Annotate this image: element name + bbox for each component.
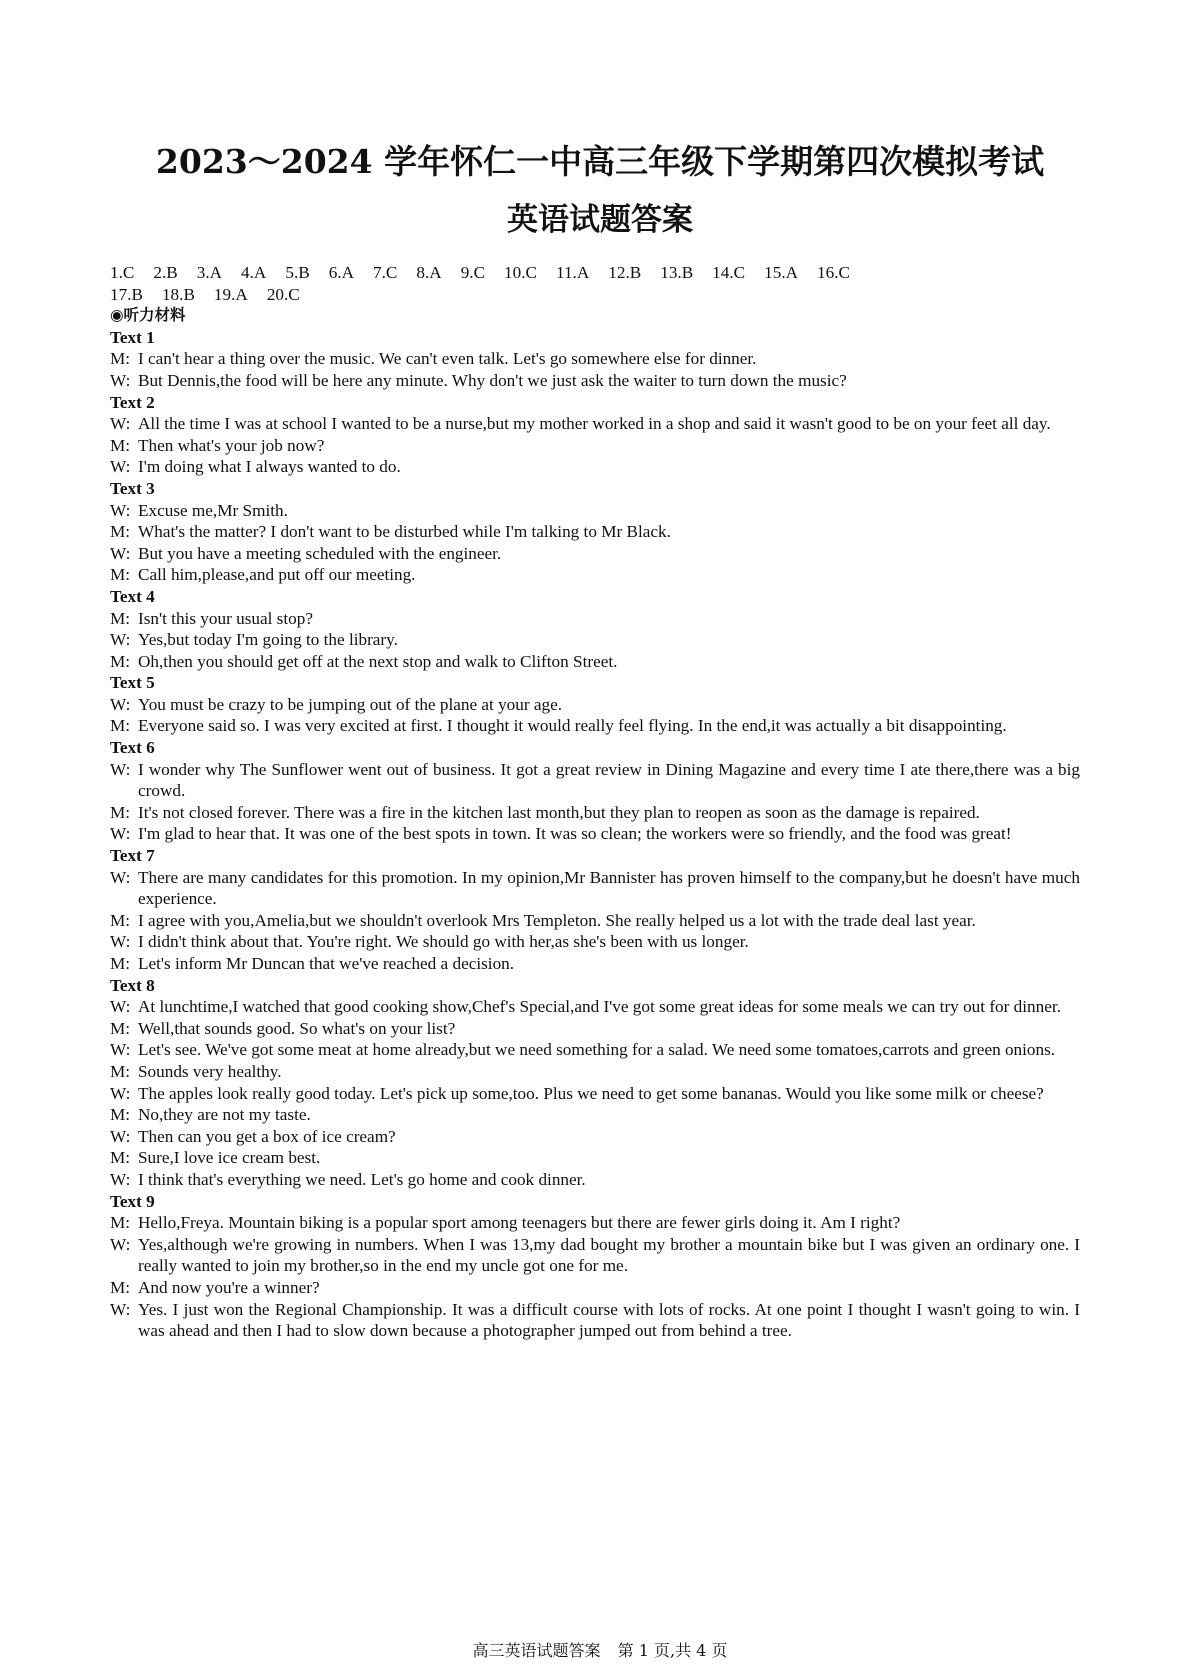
dialogue-line — [110, 910, 1080, 932]
dialogue-text: It's not closed forever. There was a fire in the kitchen last month,but they plan to reopen as soon as the damage is repaired. — [138, 802, 980, 822]
speaker-label: M: — [110, 716, 131, 736]
speaker-label: W: — [110, 414, 131, 434]
speaker-label: W: — [110, 630, 131, 650]
answer-item: 19.A — [213, 284, 248, 304]
answer-item: 8.A — [416, 263, 442, 282]
speaker-label: M: — [110, 435, 131, 455]
dialogue-line — [110, 348, 1080, 370]
speaker-label: M: — [110, 802, 131, 822]
transcript-heading: Text 9 — [110, 1191, 155, 1211]
dialogue-line — [110, 759, 1080, 802]
transcript-heading: Text 6 — [110, 738, 155, 758]
dialogue-text: I agree with you,Amelia,but we shouldn't overlook Mrs Templeton. She really helped us a lot with the trade deal last year. — [138, 910, 976, 930]
answer-row — [110, 284, 1080, 306]
dialogue-text: I think that's everything we need. Let's go home and cook dinner. — [138, 1169, 586, 1189]
speaker-label: M: — [110, 1105, 131, 1125]
dialogue-line — [110, 715, 1080, 737]
transcript-block — [110, 392, 1080, 478]
dialogue-text: All the time I was at school I wanted to be a nurse,but my mother worked in a shop and said it wasn't good to be on your feet all day. — [138, 414, 1051, 434]
dialogue-text: The apples look really good today. Let's pick up some,too. Plus we need to get some bananas. Would you like some milk or cheese? — [138, 1083, 1044, 1103]
speaker-label: W: — [110, 1299, 131, 1319]
dialogue-text: You must be crazy to be jumping out of the plane at your age. — [138, 694, 563, 714]
dialogue-line — [110, 867, 1080, 910]
dialogue-text: Call him,please,and put off our meeting. — [138, 565, 416, 585]
dialogue-text: There are many candidates for this promotion. In my opinion,Mr Bannister has proven himself to the company,but he doesn't have much experience. — [138, 867, 1080, 909]
answer-item: 3.A — [196, 263, 223, 282]
dialogue-line — [110, 1104, 1080, 1126]
dialogue-text: Hello,Freya. Mountain biking is a popular sport among teenagers but there are fewer girls doing it. Am I right? — [138, 1213, 901, 1233]
dialogue-line — [110, 564, 1080, 586]
dialogue-line — [110, 413, 1080, 435]
answer-item: 17.B — [110, 284, 143, 304]
dialogue-line — [110, 1147, 1080, 1169]
dialogue-line — [110, 1299, 1080, 1342]
speaker-label: M: — [110, 608, 131, 628]
dialogue-text: Yes,although we're growing in numbers. When I was 13,my dad bought my brother a mountain bike but I was given an ordinary one. I really wanted to join my brother,so in the end my uncle got one for me. — [138, 1234, 1080, 1276]
footer-doc-name: 高三英语试题答案 — [472, 1641, 601, 1660]
transcript-block — [110, 327, 1080, 392]
dialogue-line — [110, 823, 1080, 845]
document-body — [110, 262, 1080, 1342]
speaker-label: W: — [110, 1040, 131, 1060]
dialogue-line — [110, 370, 1080, 392]
speaker-label: W: — [110, 759, 131, 779]
transcript-block — [110, 478, 1080, 586]
transcript-block — [110, 737, 1080, 845]
page-footer — [0, 1638, 1200, 1661]
dialogue-line — [110, 608, 1080, 630]
answer-item: 20.C — [266, 284, 300, 304]
transcript-heading: Text 3 — [110, 478, 155, 498]
dialogue-text: Let's see. We've got some meat at home already,but we need something for a salad. We need some tomatoes,carrots and green onions. — [138, 1040, 1056, 1060]
transcript-heading: Text 7 — [110, 846, 155, 866]
dialogue-text: Then can you get a box of ice cream? — [138, 1126, 396, 1146]
answer-item: 11.A — [556, 263, 590, 282]
speaker-label: M: — [110, 910, 131, 930]
dialogue-text: I wonder why The Sunflower went out of business. It got a great review in Dining Magazine and every time I ate there,there was a big crowd. — [138, 759, 1080, 801]
dialogue-text: Then what's your job now? — [138, 435, 325, 455]
exam-title: 2023～2024 学年怀仁一中高三年级下学期第四次模拟考试 — [155, 142, 1045, 181]
dialogue-text: Excuse me,Mr Smith. — [138, 500, 288, 520]
dialogue-text: Sure,I love ice cream best. — [138, 1148, 321, 1168]
dialogue-line — [110, 1083, 1080, 1105]
dialogue-line — [110, 931, 1080, 953]
dialogue-text: Isn't this your usual stop? — [138, 608, 313, 628]
dialogue-line — [110, 500, 1080, 522]
transcript-block — [110, 975, 1080, 1191]
dialogue-text: Let's inform Mr Duncan that we've reached a decision. — [138, 954, 515, 973]
transcript-heading: Text 2 — [110, 392, 155, 412]
transcript-heading: Text 4 — [110, 586, 155, 606]
answer-item: 16.C — [817, 263, 850, 282]
dialogue-line — [110, 543, 1080, 565]
dialogue-line — [110, 456, 1080, 478]
dialogue-text: Sounds very healthy. — [138, 1061, 282, 1081]
dialogue-text: Yes. I just won the Regional Championship. It was a difficult course with lots of rocks. At one point I thought I wasn't going to win. I was ahead and then I had to slow down because a photographer jumped out from behind a tree. — [138, 1299, 1080, 1341]
dialogue-text: But you have a meeting scheduled with the engineer. — [138, 543, 502, 563]
transcript-block — [110, 672, 1080, 737]
listening-transcripts — [110, 327, 1080, 1342]
answer-item: 18.B — [161, 284, 195, 304]
dialogue-text: Yes,but today I'm going to the library. — [138, 630, 398, 650]
speaker-label: W: — [110, 1169, 131, 1189]
dialogue-line — [110, 521, 1080, 543]
dialogue-text: I'm doing what I always wanted to do. — [138, 457, 401, 477]
dialogue-line — [110, 953, 1080, 975]
answer-item: 4.A — [241, 263, 267, 282]
answer-row — [110, 262, 1080, 284]
speaker-label: W: — [110, 997, 131, 1017]
speaker-label: W: — [110, 694, 131, 714]
dialogue-text: No,they are not my taste. — [138, 1105, 311, 1125]
dialogue-text: What's the matter? I don't want to be disturbed while I'm talking to Mr Black. — [138, 522, 671, 542]
answer-item: 10.C — [504, 263, 537, 282]
transcript-block — [110, 1191, 1080, 1342]
dialogue-line — [110, 1039, 1080, 1061]
speaker-label: W: — [110, 543, 131, 563]
speaker-label: M: — [110, 349, 131, 369]
speaker-label: M: — [110, 565, 131, 585]
dialogue-text: At lunchtime,I watched that good cooking show,Chef's Special,and I've got some great ideas for some meals we can try out for dinner. — [138, 997, 1061, 1017]
dialogue-line — [110, 1212, 1080, 1234]
speaker-label: W: — [110, 932, 131, 952]
dialogue-line — [110, 802, 1080, 824]
speaker-label: W: — [110, 457, 131, 477]
listening-material-label: ◉听力材料 — [110, 306, 186, 325]
transcript-block — [110, 845, 1080, 975]
answer-item: 9.C — [460, 263, 486, 282]
speaker-label: W: — [110, 867, 131, 887]
speaker-label: W: — [110, 1126, 131, 1146]
answer-item: 2.B — [153, 263, 178, 282]
speaker-label: M: — [110, 651, 131, 671]
dialogue-line — [110, 1169, 1080, 1191]
answer-item: 5.B — [285, 263, 310, 282]
speaker-label: W: — [110, 1234, 131, 1254]
dialogue-line — [110, 1277, 1080, 1299]
speaker-label: M: — [110, 1277, 131, 1297]
answer-item: 7.C — [373, 263, 398, 282]
speaker-label: M: — [110, 1148, 131, 1168]
answer-item: 14.C — [712, 263, 746, 282]
dialogue-text: I'm glad to hear that. It was one of the best spots in town. It was so clean; the workers were so friendly, and the food was great! — [138, 824, 1012, 844]
dialogue-line — [110, 1126, 1080, 1148]
speaker-label: W: — [110, 1083, 131, 1103]
answer-item: 12.B — [608, 263, 642, 282]
answer-item: 6.A — [328, 263, 355, 282]
transcript-heading: Text 8 — [110, 975, 155, 995]
dialogue-line — [110, 629, 1080, 651]
dialogue-line — [110, 1234, 1080, 1277]
speaker-label: M: — [110, 1213, 131, 1233]
dialogue-text: Well,that sounds good. So what's on your list? — [138, 1018, 456, 1038]
speaker-label: W: — [110, 370, 131, 390]
answer-key-list — [110, 262, 1080, 305]
speaker-label: M: — [110, 1018, 131, 1038]
dialogue-line — [110, 694, 1080, 716]
dialogue-text: And now you're a winner? — [138, 1277, 320, 1297]
transcript-heading: Text 5 — [110, 673, 155, 693]
answer-item: 13.B — [660, 263, 694, 282]
transcript-heading: Text 1 — [110, 327, 155, 347]
dialogue-line — [110, 435, 1080, 457]
dialogue-line — [110, 651, 1080, 673]
speaker-label: M: — [110, 1061, 131, 1081]
speaker-label: M: — [110, 954, 131, 973]
dialogue-text: But Dennis,the food will be here any minute. Why don't we just ask the waiter to turn down the music? — [138, 370, 847, 390]
dialogue-text: I can't hear a thing over the music. We can't even talk. Let's go somewhere else for dinner. — [138, 349, 757, 369]
dialogue-text: I didn't think about that. You're right. We should go with her,as she's been with us longer. — [138, 932, 749, 952]
answer-item: 15.A — [764, 263, 799, 282]
speaker-label: W: — [110, 500, 131, 520]
dialogue-line — [110, 1018, 1080, 1040]
dialogue-text: Oh,then you should get off at the next stop and walk to Clifton Street. — [138, 651, 618, 671]
dialogue-line — [110, 1061, 1080, 1083]
speaker-label: M: — [110, 522, 131, 542]
answer-item: 1.C — [110, 263, 135, 282]
speaker-label: W: — [110, 824, 131, 844]
transcript-block — [110, 586, 1080, 672]
exam-subtitle: 英语试题答案 — [507, 202, 693, 238]
footer-page-info: 第 1 页,共 4 页 — [617, 1641, 728, 1660]
dialogue-text: Everyone said so. I was very excited at first. I thought it would really feel flying. In the end,it was actually a bit disappointing. — [138, 716, 1007, 736]
dialogue-line — [110, 996, 1080, 1018]
